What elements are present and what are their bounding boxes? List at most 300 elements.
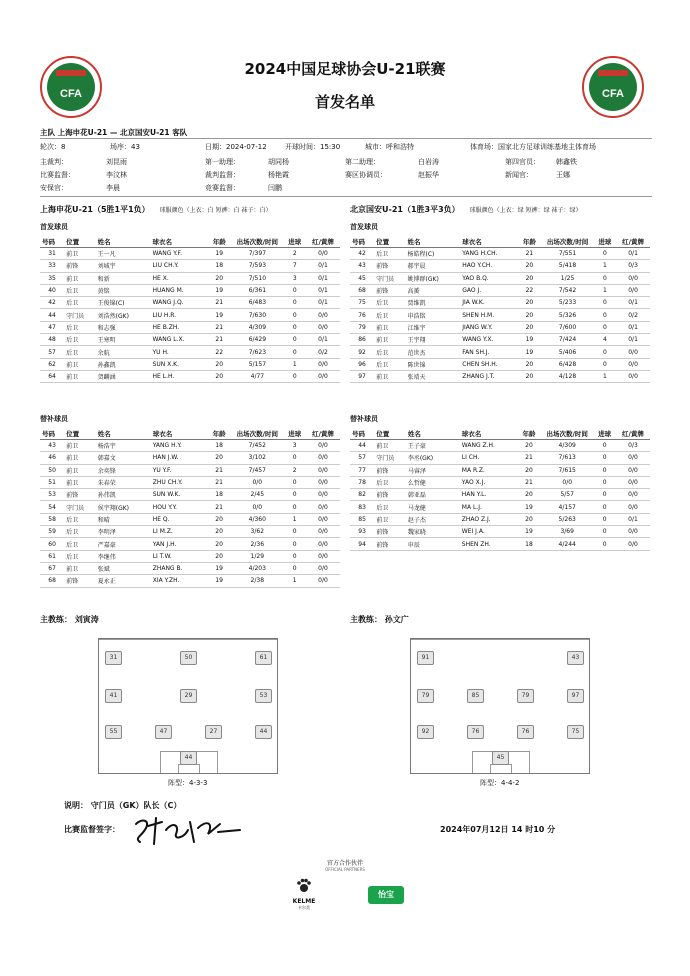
table-cell: 19 bbox=[207, 575, 231, 587]
table-cell: 0 bbox=[283, 297, 306, 309]
table-cell: YANG H.CH. bbox=[460, 248, 517, 260]
column-header: 姓名 bbox=[96, 236, 151, 248]
home-formation: 阵型：4-3-3 bbox=[168, 779, 208, 787]
table-cell: 20 bbox=[517, 260, 541, 272]
kelme-logo bbox=[282, 878, 326, 911]
table-cell: 陈世锦 bbox=[406, 358, 461, 370]
table-cell: 21 bbox=[207, 464, 231, 476]
table-cell: 18 bbox=[207, 440, 231, 452]
away-starters-table bbox=[350, 236, 650, 383]
table-cell: 2 bbox=[283, 248, 306, 260]
teams-line: 主队 上海申花U-21 — 北京国安U-21 客队 bbox=[40, 128, 188, 137]
official-name: 李晨 bbox=[106, 184, 120, 192]
table-cell: 0/0 bbox=[306, 538, 340, 550]
table-cell: 7/424 bbox=[541, 334, 593, 346]
official-name: 杨艳霞 bbox=[268, 171, 289, 179]
table-cell: 前卫 bbox=[374, 440, 406, 452]
table-cell: 75 bbox=[350, 297, 374, 309]
table-cell: 20 bbox=[517, 321, 541, 333]
table-row bbox=[40, 260, 340, 272]
table-cell: 0/0 bbox=[616, 489, 650, 501]
column-header: 出场次数/时间 bbox=[231, 428, 283, 440]
table-cell: 姚博群(GK) bbox=[406, 272, 461, 284]
table-cell: 3/102 bbox=[231, 452, 283, 464]
table-cell: 19 bbox=[517, 526, 541, 538]
column-header: 红/黄牌 bbox=[616, 428, 650, 440]
table-cell: LIU CH.Y. bbox=[151, 260, 208, 272]
table-cell: 51 bbox=[40, 476, 64, 488]
table-cell: 后卫 bbox=[64, 346, 96, 358]
table-cell: 93 bbox=[350, 526, 374, 538]
table-cell: 20 bbox=[517, 272, 541, 284]
away-team-name: 北京国安U-21（1胜3平3负） bbox=[350, 205, 460, 214]
table-cell: 20 bbox=[207, 538, 231, 550]
table-cell: 0/0 bbox=[306, 489, 340, 501]
table-cell: 2/36 bbox=[231, 538, 283, 550]
table-cell: 2/45 bbox=[231, 489, 283, 501]
column-header: 红/黄牌 bbox=[306, 428, 340, 440]
table-row bbox=[40, 346, 340, 358]
table-row bbox=[350, 513, 650, 525]
official-role: 主裁判： bbox=[40, 158, 68, 166]
table-cell: 61 bbox=[40, 550, 64, 562]
table-cell: 20 bbox=[207, 452, 231, 464]
table-cell: 后卫 bbox=[374, 358, 405, 370]
table-cell: 0/0 bbox=[306, 550, 340, 562]
column-header: 进球 bbox=[283, 236, 306, 248]
table-cell: 20 bbox=[517, 464, 541, 476]
table-row bbox=[350, 501, 650, 513]
cestbon-logo: 怡宝 bbox=[368, 886, 404, 904]
table-row bbox=[40, 321, 340, 333]
table-cell: 54 bbox=[40, 501, 64, 513]
table-cell: 20 bbox=[517, 370, 541, 382]
table-cell: 申浩铭 bbox=[406, 309, 461, 321]
table-cell: 后卫 bbox=[374, 346, 405, 358]
column-header: 出场次数/时间 bbox=[541, 428, 593, 440]
table-cell: 0 bbox=[593, 501, 616, 513]
table-cell: 前锋 bbox=[374, 284, 405, 296]
official-name: 胡同杨 bbox=[268, 158, 289, 166]
table-cell: 22 bbox=[517, 284, 541, 296]
table-cell: 前卫 bbox=[64, 464, 96, 476]
table-cell: 58 bbox=[40, 513, 64, 525]
column-header: 红/黄牌 bbox=[306, 236, 340, 248]
table-cell: 0/0 bbox=[616, 476, 650, 488]
table-cell: 前卫 bbox=[64, 358, 96, 370]
table-cell: 守门员 bbox=[374, 452, 406, 464]
table-cell: CHEN SH.H. bbox=[460, 358, 517, 370]
table-cell: 0 bbox=[283, 284, 306, 296]
table-row bbox=[350, 358, 650, 370]
table-cell: 前卫 bbox=[374, 370, 405, 382]
table-row bbox=[40, 452, 340, 464]
table-cell: 0/0 bbox=[231, 476, 283, 488]
table-cell: 82 bbox=[350, 489, 374, 501]
official-role: 安保官： bbox=[40, 184, 68, 192]
column-header: 姓名 bbox=[406, 236, 461, 248]
away-team-colors: 球服颜色（上衣：绿 短裤：绿 袜子：绿） bbox=[469, 207, 582, 214]
table-cell: 余奕锋 bbox=[96, 464, 151, 476]
table-cell: WANG J.Q. bbox=[151, 297, 208, 309]
table-cell: 0/0 bbox=[306, 513, 340, 525]
home-starters-table bbox=[40, 236, 340, 383]
table-cell: FAN SH.J. bbox=[460, 346, 517, 358]
partner-label-en: OFFICIAL PARTNERS bbox=[325, 867, 365, 872]
table-row bbox=[40, 538, 340, 550]
table-cell: 0/0 bbox=[306, 476, 340, 488]
signature-datetime: 2024年07月12日 14 时10 分 bbox=[440, 825, 556, 834]
column-header: 位置 bbox=[374, 236, 405, 248]
table-cell: 7/613 bbox=[541, 452, 593, 464]
table-cell: 朱春荣 bbox=[96, 476, 151, 488]
table-cell: 21 bbox=[517, 452, 541, 464]
table-cell: 0 bbox=[594, 346, 617, 358]
table-cell: 0/0 bbox=[306, 358, 340, 370]
official-role: 第四官员： bbox=[505, 158, 540, 166]
column-header: 年龄 bbox=[517, 236, 541, 248]
table-cell: 3/62 bbox=[231, 526, 283, 538]
signature-label: 比赛监督签字： bbox=[64, 825, 120, 834]
table-cell: 19 bbox=[207, 562, 231, 574]
column-header: 号码 bbox=[350, 428, 374, 440]
table-cell: 0 bbox=[283, 346, 306, 358]
table-cell: 0/0 bbox=[306, 464, 340, 476]
table-cell: YANG H.Y. bbox=[151, 440, 207, 452]
home-team-name: 上海申花U-21（5胜1平1负） bbox=[40, 205, 150, 214]
table-cell: 前卫 bbox=[64, 272, 96, 284]
table-cell: MA L.J. bbox=[460, 501, 517, 513]
table-row bbox=[40, 489, 340, 501]
table-cell: 江维宇 bbox=[406, 321, 461, 333]
table-cell: 83 bbox=[350, 501, 374, 513]
table-cell: 前卫 bbox=[64, 370, 96, 382]
table-cell: 高赟 bbox=[406, 284, 461, 296]
table-cell: 杨浩宇 bbox=[96, 440, 151, 452]
table-cell: 19 bbox=[517, 334, 541, 346]
table-cell: 3/69 bbox=[541, 526, 593, 538]
player-shirt: 50 bbox=[180, 651, 197, 665]
table-cell: 5/233 bbox=[541, 297, 593, 309]
table-cell: 4/128 bbox=[541, 370, 593, 382]
player-shirt: 27 bbox=[205, 725, 222, 739]
table-cell: 22 bbox=[207, 346, 231, 358]
table-cell: 0/1 bbox=[306, 297, 340, 309]
official-name: 王娜 bbox=[556, 171, 570, 179]
table-cell: 0 bbox=[593, 538, 616, 550]
official-role: 竞赛监督： bbox=[205, 184, 240, 192]
table-cell: 0 bbox=[593, 476, 616, 488]
table-cell: 4/157 bbox=[541, 501, 593, 513]
table-cell: 守门员 bbox=[64, 501, 96, 513]
home-team-colors: 球服颜色（上衣：白 短裤：白 袜子：白） bbox=[159, 207, 272, 214]
table-cell: 后卫 bbox=[64, 538, 96, 550]
table-row bbox=[350, 334, 650, 346]
table-cell: 64 bbox=[40, 370, 64, 382]
table-cell: 0/0 bbox=[616, 284, 650, 296]
column-header: 姓名 bbox=[96, 428, 151, 440]
table-cell: 4/360 bbox=[231, 513, 283, 525]
table-cell: 和新 bbox=[96, 272, 151, 284]
table-cell: 94 bbox=[350, 538, 374, 550]
table-cell: 0 bbox=[594, 358, 617, 370]
table-cell: 68 bbox=[350, 284, 374, 296]
player-shirt: 45 bbox=[492, 751, 509, 765]
table-cell: 67 bbox=[40, 562, 64, 574]
table-cell: HE B.ZH. bbox=[151, 321, 208, 333]
table-cell: 0 bbox=[594, 272, 617, 284]
table-cell: 5/57 bbox=[541, 489, 593, 501]
table-row bbox=[350, 464, 650, 476]
table-cell: 马龙健 bbox=[406, 501, 460, 513]
table-cell: 后卫 bbox=[374, 248, 405, 260]
table-cell: 0/0 bbox=[616, 452, 650, 464]
table-cell: 76 bbox=[350, 309, 374, 321]
table-row bbox=[40, 309, 340, 321]
table-cell: 0 bbox=[283, 334, 306, 346]
table-cell: 前锋 bbox=[374, 260, 405, 272]
table-cell: YAO B.Q. bbox=[460, 272, 517, 284]
table-row bbox=[350, 346, 650, 358]
away-coach: 主教练： 孙文广 bbox=[350, 615, 409, 624]
table-cell: 0 bbox=[283, 501, 306, 513]
table-row bbox=[40, 575, 340, 587]
table-cell: 李明泽 bbox=[96, 526, 151, 538]
official-name: 刘昆雨 bbox=[106, 158, 127, 166]
table-cell: 李丞(GK) bbox=[406, 452, 460, 464]
table-cell: 0/0 bbox=[616, 538, 650, 550]
table-cell: 韩嘉文 bbox=[96, 452, 151, 464]
table-cell: 严嘉豪 bbox=[96, 538, 151, 550]
table-cell: LI M.Z. bbox=[151, 526, 207, 538]
table-cell: 前卫 bbox=[374, 334, 405, 346]
table-cell: 0/1 bbox=[306, 260, 340, 272]
table-cell: 1 bbox=[283, 513, 306, 525]
table-cell: 7/457 bbox=[231, 464, 283, 476]
official-name: 李汶林 bbox=[106, 171, 127, 179]
table-cell: 前卫 bbox=[64, 452, 96, 464]
table-row bbox=[350, 309, 650, 321]
table-cell: HAN J.W. bbox=[151, 452, 207, 464]
table-row bbox=[350, 260, 650, 272]
column-header: 红/黄牌 bbox=[616, 236, 650, 248]
away-starters-label: 首发球员 bbox=[350, 223, 378, 231]
column-header: 年龄 bbox=[207, 236, 231, 248]
home-subs-label: 替补球员 bbox=[40, 415, 68, 423]
table-cell: 59 bbox=[40, 526, 64, 538]
table-cell: 18 bbox=[207, 489, 231, 501]
table-cell: 0 bbox=[594, 321, 617, 333]
table-cell: 7/630 bbox=[231, 309, 283, 321]
table-cell: 0/0 bbox=[616, 346, 650, 358]
table-cell: 0 bbox=[593, 452, 616, 464]
table-cell: 郝宇晨 bbox=[406, 260, 461, 272]
table-cell: 21 bbox=[517, 248, 541, 260]
table-cell: 0/3 bbox=[616, 440, 650, 452]
city: 城市：呼和浩特 bbox=[365, 143, 414, 151]
table-cell: 31 bbox=[40, 248, 64, 260]
table-cell: 0/0 bbox=[306, 440, 340, 452]
table-cell: JIA W.K. bbox=[460, 297, 517, 309]
table-cell: 21 bbox=[207, 334, 231, 346]
home-formation-pitch bbox=[98, 638, 278, 774]
table-cell: 0 bbox=[283, 452, 306, 464]
table-cell: 20 bbox=[517, 513, 541, 525]
table-cell: WANG L.X. bbox=[151, 334, 208, 346]
official-name: 闫鹏 bbox=[268, 184, 282, 192]
table-cell: 60 bbox=[40, 538, 64, 550]
column-header: 出场次数/时间 bbox=[231, 236, 283, 248]
table-cell: 0 bbox=[594, 309, 617, 321]
table-cell: 前卫 bbox=[64, 476, 96, 488]
table-row bbox=[40, 513, 340, 525]
table-cell: 孙伟凯 bbox=[96, 489, 151, 501]
table-cell: 0/3 bbox=[616, 260, 650, 272]
table-row bbox=[40, 297, 340, 309]
table-cell: 0/0 bbox=[306, 309, 340, 321]
table-row bbox=[350, 538, 650, 550]
column-header: 年龄 bbox=[207, 428, 231, 440]
table-cell: 王一凡 bbox=[96, 248, 151, 260]
table-cell: 0/0 bbox=[616, 526, 650, 538]
table-cell: HAO Y.CH. bbox=[460, 260, 517, 272]
table-cell: 黄铭 bbox=[96, 284, 151, 296]
table-cell: 18 bbox=[517, 538, 541, 550]
player-shirt: 61 bbox=[255, 651, 272, 665]
table-cell: 1 bbox=[594, 370, 617, 382]
table-cell: 0 bbox=[593, 440, 616, 452]
table-cell: 50 bbox=[40, 464, 64, 476]
table-row bbox=[350, 272, 650, 284]
column-header: 年龄 bbox=[517, 428, 541, 440]
table-cell: 20 bbox=[517, 440, 541, 452]
table-cell: SHEN ZH. bbox=[460, 538, 517, 550]
table-cell: 马睿泽 bbox=[406, 464, 460, 476]
table-cell: 前锋 bbox=[64, 260, 96, 272]
logo-right-text: CFA bbox=[602, 88, 624, 100]
official-name: 韩鑫铁 bbox=[556, 158, 577, 166]
table-cell: 0/1 bbox=[306, 284, 340, 296]
column-header: 球衣名 bbox=[460, 236, 517, 248]
table-cell: 0/2 bbox=[616, 309, 650, 321]
home-team-header bbox=[40, 204, 271, 215]
table-cell: 3 bbox=[283, 272, 306, 284]
table-row bbox=[40, 334, 340, 346]
kelme-text: KELME bbox=[292, 898, 316, 905]
table-cell: ZHANG B. bbox=[151, 562, 207, 574]
table-cell: 后卫 bbox=[64, 297, 96, 309]
table-cell: 4/203 bbox=[231, 562, 283, 574]
table-row bbox=[40, 370, 340, 382]
table-cell: 6/483 bbox=[231, 297, 283, 309]
table-cell: 0 bbox=[283, 489, 306, 501]
column-header: 位置 bbox=[374, 428, 406, 440]
table-cell: 0/1 bbox=[616, 321, 650, 333]
table-cell: 20 bbox=[517, 358, 541, 370]
player-shirt: 44 bbox=[255, 725, 272, 739]
column-header: 位置 bbox=[64, 236, 96, 248]
table-cell: 4/309 bbox=[541, 440, 593, 452]
table-cell: 19 bbox=[517, 501, 541, 513]
table-cell: 5/418 bbox=[541, 260, 593, 272]
table-cell: 6/429 bbox=[231, 334, 283, 346]
table-cell: LI T.W. bbox=[151, 550, 207, 562]
player-shirt: 97 bbox=[567, 689, 584, 703]
table-cell: 范世杰 bbox=[406, 346, 461, 358]
match-date: 日期：2024-07-12 bbox=[205, 143, 267, 151]
table-row bbox=[40, 248, 340, 260]
player-shirt: 76 bbox=[467, 725, 484, 739]
table-row bbox=[40, 464, 340, 476]
official-role: 比赛监督： bbox=[40, 171, 75, 179]
table-cell: 0 bbox=[283, 370, 306, 382]
table-cell: 18 bbox=[207, 260, 231, 272]
table-cell: 前卫 bbox=[64, 248, 96, 260]
column-header: 姓名 bbox=[406, 428, 460, 440]
table-cell: 0/0 bbox=[616, 501, 650, 513]
table-cell: 0/0 bbox=[616, 370, 650, 382]
table-cell: 46 bbox=[40, 452, 64, 464]
table-cell: 王俊锦(C) bbox=[96, 297, 151, 309]
kickoff-time: 开球时间：15:30 bbox=[285, 143, 341, 151]
table-cell: 前锋 bbox=[374, 464, 406, 476]
table-cell: 6/361 bbox=[231, 284, 283, 296]
table-cell: 0 bbox=[283, 526, 306, 538]
table-cell: 19 bbox=[207, 248, 231, 260]
table-cell: 贺麟涵 bbox=[96, 370, 151, 382]
table-cell: 0 bbox=[593, 513, 616, 525]
table-row bbox=[350, 476, 650, 488]
table-cell: 21 bbox=[207, 501, 231, 513]
table-cell: 0/0 bbox=[306, 575, 340, 587]
table-cell: 刘城宇 bbox=[96, 260, 151, 272]
table-cell: MA R.Z. bbox=[460, 464, 517, 476]
table-cell: 0 bbox=[283, 562, 306, 574]
table-cell: 44 bbox=[350, 440, 374, 452]
kelme-paw-icon bbox=[296, 878, 312, 894]
table-cell: 2/38 bbox=[231, 575, 283, 587]
table-cell: 前锋 bbox=[374, 538, 406, 550]
table-cell: 20 bbox=[517, 489, 541, 501]
player-shirt: 91 bbox=[417, 651, 434, 665]
home-subs-table bbox=[40, 428, 340, 588]
table-row bbox=[350, 526, 650, 538]
table-cell: 后卫 bbox=[64, 526, 96, 538]
table-cell: 7/452 bbox=[231, 440, 283, 452]
table-header-row bbox=[40, 236, 340, 248]
table-cell: WEI J.A. bbox=[460, 526, 517, 538]
table-cell: 前卫 bbox=[64, 440, 96, 452]
table-cell: 韩亚磊 bbox=[406, 489, 460, 501]
table-cell: 44 bbox=[40, 309, 64, 321]
table-row bbox=[350, 248, 650, 260]
player-shirt: 47 bbox=[155, 725, 172, 739]
table-cell: 19 bbox=[207, 309, 231, 321]
table-row bbox=[40, 476, 340, 488]
table-cell: WANG Y.F. bbox=[151, 248, 208, 260]
table-cell: 4/244 bbox=[541, 538, 593, 550]
table-cell: 7/397 bbox=[231, 248, 283, 260]
column-header: 出场次数/时间 bbox=[541, 236, 593, 248]
table-cell: 0/0 bbox=[616, 464, 650, 476]
table-cell: HE L.H. bbox=[151, 370, 208, 382]
table-cell: 王宇翔 bbox=[406, 334, 461, 346]
table-cell: 0 bbox=[593, 464, 616, 476]
table-cell: 7/615 bbox=[541, 464, 593, 476]
table-cell: 王子豪 bbox=[406, 440, 460, 452]
table-cell: 4/309 bbox=[231, 321, 283, 333]
column-header: 进球 bbox=[593, 428, 616, 440]
